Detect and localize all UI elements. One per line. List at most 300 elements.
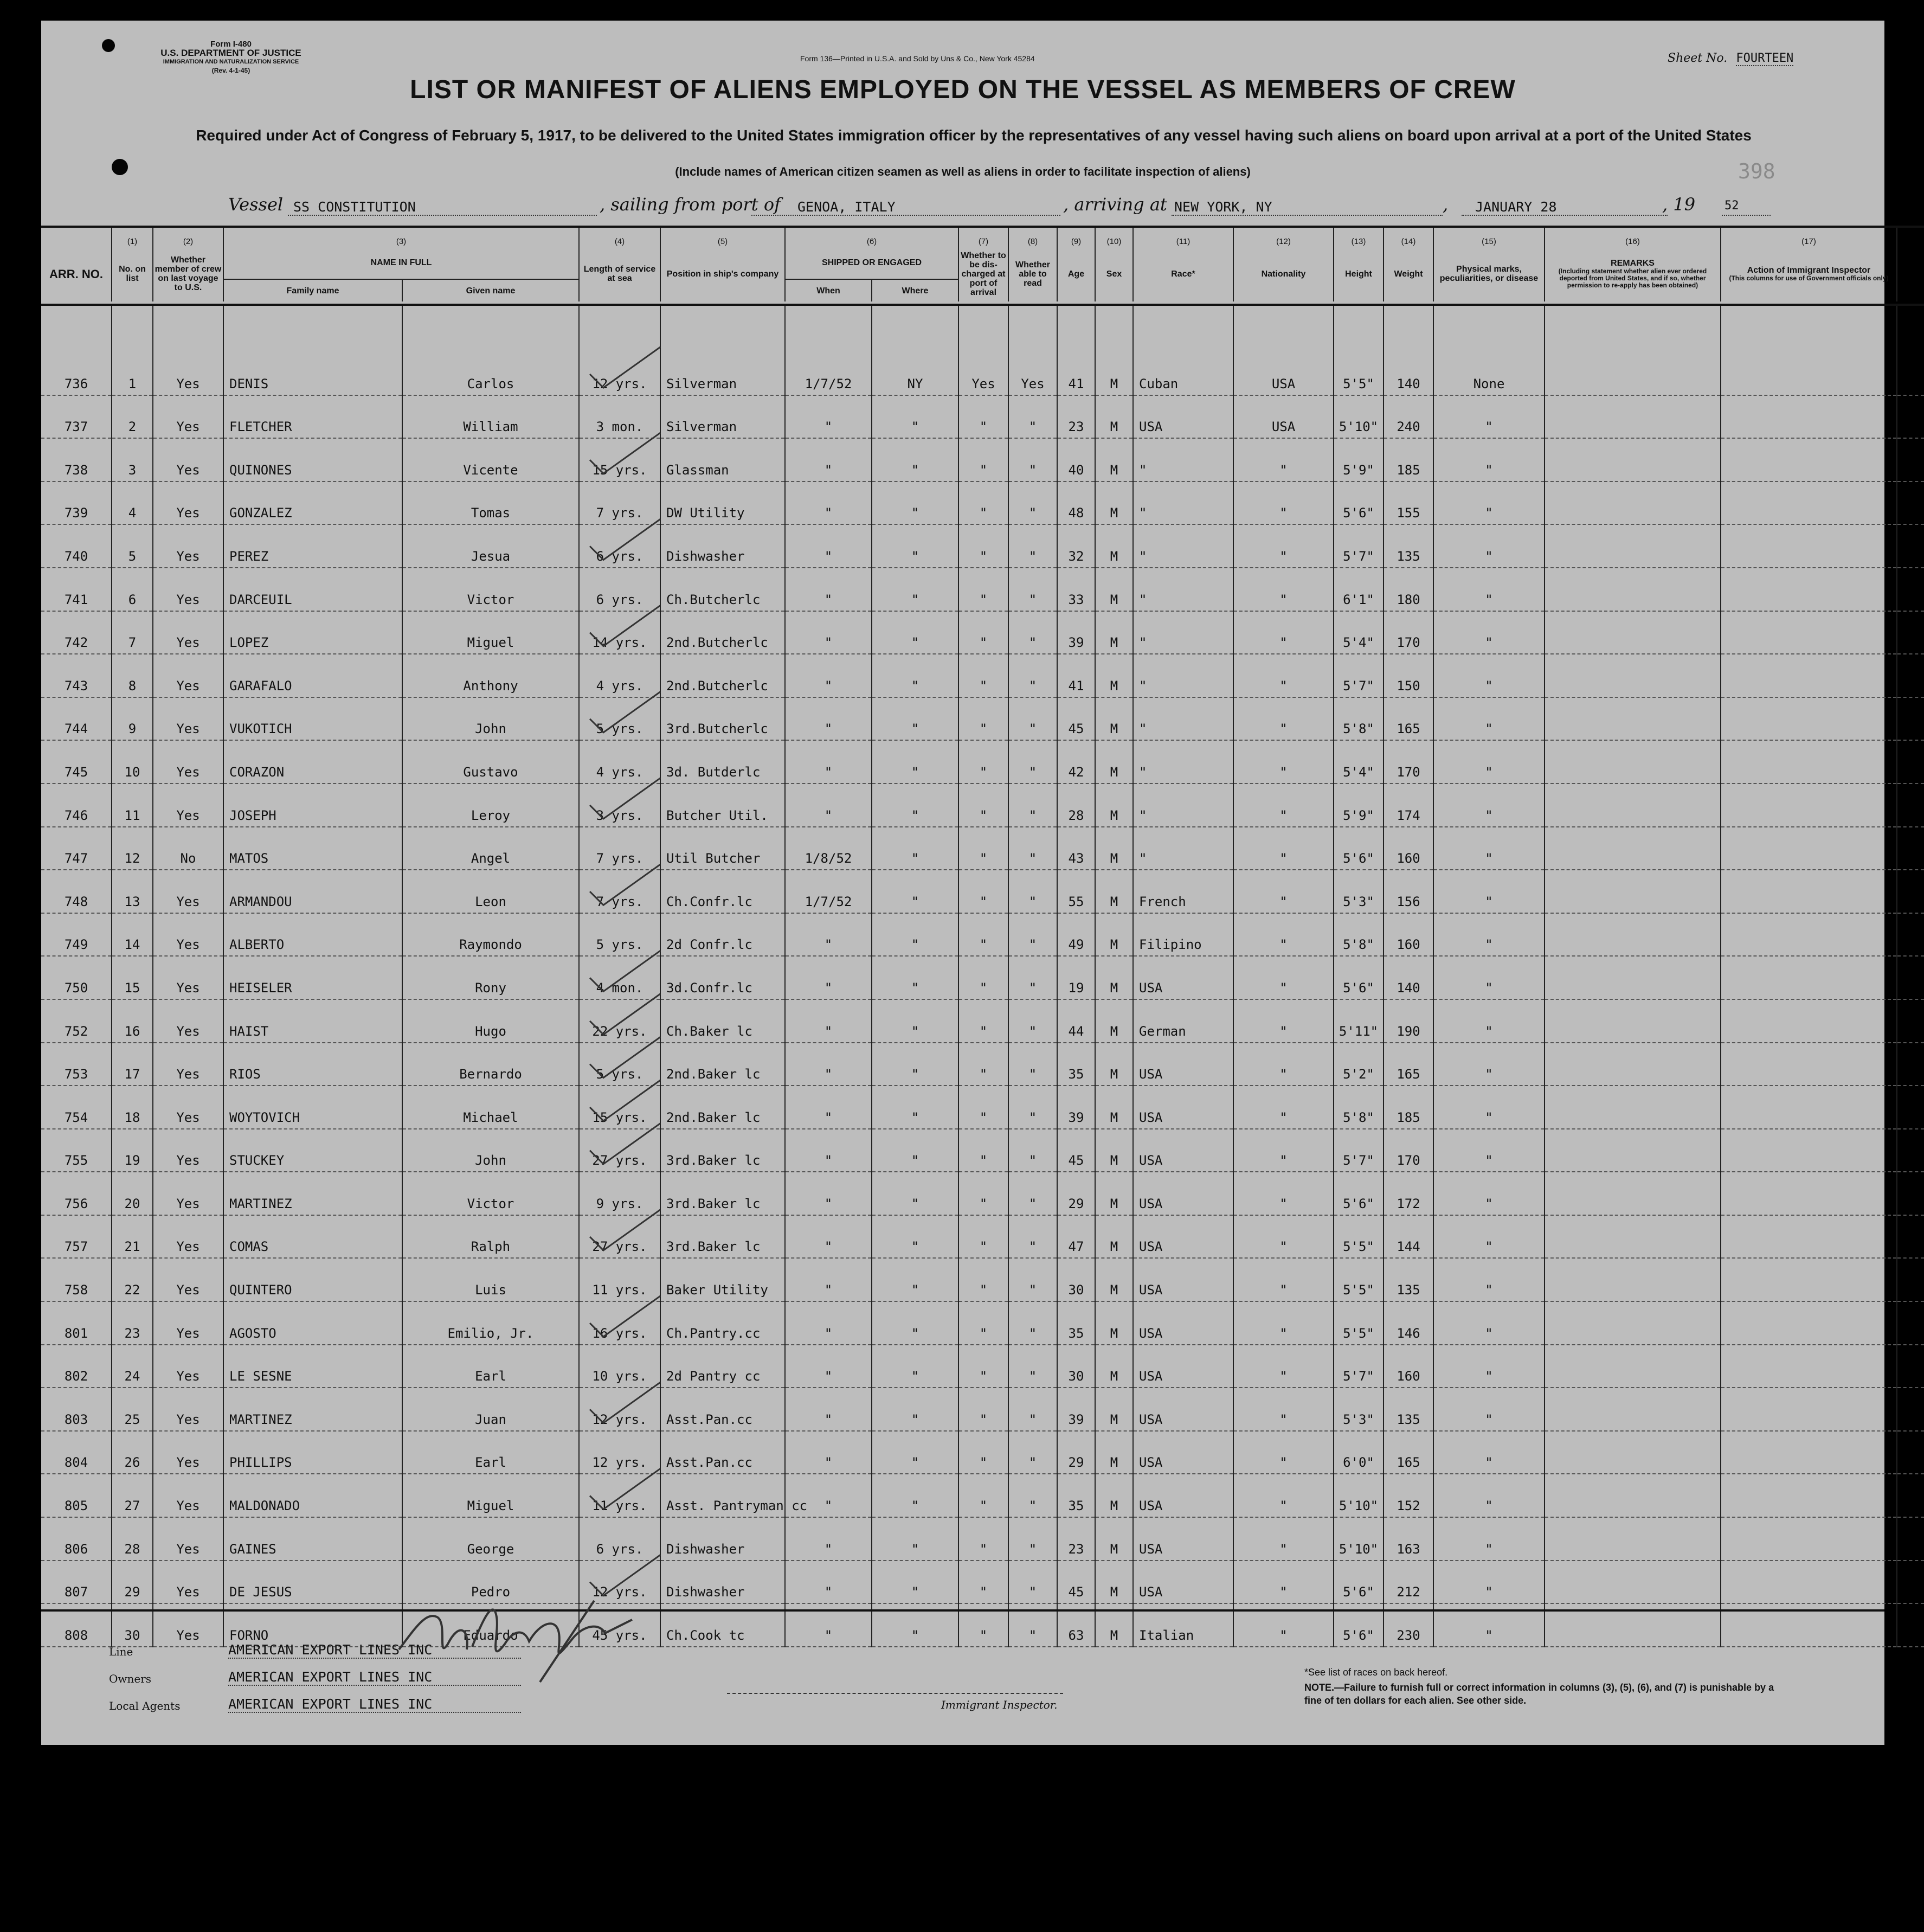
sex: M: [1095, 740, 1133, 784]
member-cell: Yes: [153, 438, 223, 482]
member-cell: Yes: [153, 1301, 223, 1345]
height: 5'8": [1334, 1086, 1384, 1129]
physical-marks: ": [1433, 1043, 1545, 1086]
position: Ch.Confr.lc: [660, 870, 785, 913]
physical-marks: ": [1433, 999, 1545, 1043]
service-length: 27 yrs.: [579, 1215, 660, 1259]
discharged: ": [958, 1086, 1008, 1129]
nationality: ": [1233, 1517, 1334, 1561]
race: USA: [1133, 1431, 1233, 1474]
race: USA: [1133, 1345, 1233, 1388]
physical-marks: ": [1433, 740, 1545, 784]
member-cell: Yes: [153, 482, 223, 525]
discharged: ": [958, 438, 1008, 482]
service-length: 5 yrs.: [579, 913, 660, 957]
nationality: ": [1233, 1301, 1334, 1345]
service-length: 6 yrs.: [579, 1517, 660, 1561]
arrival-year: 52: [1724, 199, 1739, 213]
height: 5'4": [1334, 611, 1384, 654]
height: 5'5": [1334, 1215, 1384, 1259]
member-cell: Yes: [153, 1474, 223, 1517]
check-mark: [590, 433, 660, 473]
given-name: William: [402, 395, 579, 439]
margin: [1897, 1561, 1924, 1604]
weight-header: Weight: [1384, 246, 1433, 301]
arr-number: 758: [41, 1258, 112, 1301]
able-to-read: ": [1008, 1086, 1057, 1129]
nationality: ": [1233, 438, 1334, 482]
given-name: Bernardo: [402, 1043, 579, 1086]
family-name: MATOS: [223, 827, 402, 870]
member-cell: Yes: [153, 1215, 223, 1259]
height: 5'6": [1334, 1172, 1384, 1215]
margin: [1897, 1301, 1924, 1345]
arr-number: 754: [41, 1086, 112, 1129]
age: 33: [1057, 568, 1095, 611]
age: 35: [1057, 1301, 1095, 1345]
family-name: MARTINEZ: [223, 1388, 402, 1431]
sex: M: [1095, 1561, 1133, 1604]
list-number: 12: [112, 827, 153, 870]
service-length: 12 yrs.: [579, 1388, 660, 1431]
service-length: 9 yrs.: [579, 1172, 660, 1215]
weight: 165: [1384, 697, 1433, 741]
given-name: Raymondo: [402, 913, 579, 957]
read-header: Whether able to read: [1008, 246, 1057, 301]
shipped-when: ": [785, 1561, 872, 1604]
shipped-when: ": [785, 611, 872, 654]
sex: M: [1095, 482, 1133, 525]
position: 3d. Butderlc: [660, 740, 785, 784]
height: 5'4": [1334, 740, 1384, 784]
shipped-where: ": [872, 395, 958, 439]
weight: 163: [1384, 1517, 1433, 1561]
shipped-when: ": [785, 956, 872, 999]
footer: [41, 1609, 1884, 1747]
shipped-when: ": [785, 784, 872, 827]
marks-header: Physical marks, peculiarities, or disease: [1433, 246, 1545, 301]
shipped-where: ": [872, 654, 958, 697]
arr-number: 739: [41, 482, 112, 525]
arr-number: 748: [41, 870, 112, 913]
position: 2nd.Butcherlc: [660, 654, 785, 697]
list-number: 18: [112, 1086, 153, 1129]
margin: [1897, 654, 1924, 697]
able-to-read: ": [1008, 482, 1057, 525]
list-number: 10: [112, 740, 153, 784]
vessel-name: SS CONSTITUTION: [293, 199, 416, 215]
action-header: Action of Immigrant Inspector (This columns for use of Government officials only): [1721, 246, 1897, 301]
age: 23: [1057, 1517, 1095, 1561]
shipped-when: ": [785, 395, 872, 439]
able-to-read: ": [1008, 654, 1057, 697]
service-length: 4 yrs.: [579, 740, 660, 784]
service-length: 4 yrs.: [579, 654, 660, 697]
race: ": [1133, 654, 1233, 697]
age: 39: [1057, 1388, 1095, 1431]
member-cell: Yes: [153, 1517, 223, 1561]
age: 43: [1057, 827, 1095, 870]
height: 5'7": [1334, 1345, 1384, 1388]
given-name: Juan: [402, 1388, 579, 1431]
family-name: WOYTOVICH: [223, 1086, 402, 1129]
physical-marks: ": [1433, 611, 1545, 654]
shipped-when: ": [785, 1474, 872, 1517]
age: 35: [1057, 1474, 1095, 1517]
discharged: ": [958, 568, 1008, 611]
height-header: Height: [1334, 246, 1384, 301]
discharged: ": [958, 1603, 1008, 1647]
member-cell: Yes: [153, 1258, 223, 1301]
given-name: Emilio, Jr.: [402, 1301, 579, 1345]
sex: M: [1095, 1086, 1133, 1129]
member-cell: Yes: [153, 1345, 223, 1388]
given-name: Victor: [402, 1172, 579, 1215]
able-to-read: ": [1008, 395, 1057, 439]
family-name: DARCEUIL: [223, 568, 402, 611]
race: Italian: [1133, 1603, 1233, 1647]
discharged: ": [958, 1561, 1008, 1604]
margin: [1897, 1215, 1924, 1259]
page-title: LIST OR MANIFEST OF ALIENS EMPLOYED ON THE VESSEL AS MEMBERS OF CREW: [410, 75, 1516, 104]
margin: [1897, 1603, 1924, 1647]
list-number: 24: [112, 1345, 153, 1388]
member-cell: Yes: [153, 1603, 223, 1647]
position: Asst.Pan.cc: [660, 1388, 785, 1431]
given-name: John: [402, 697, 579, 741]
physical-marks: ": [1433, 1431, 1545, 1474]
nationality: ": [1233, 654, 1334, 697]
able-to-read: ": [1008, 1388, 1057, 1431]
nationality: ": [1233, 1431, 1334, 1474]
family-name: HEISELER: [223, 956, 402, 999]
shipped-when: ": [785, 568, 872, 611]
height: 5'8": [1334, 913, 1384, 957]
race: USA: [1133, 395, 1233, 439]
weight: 146: [1384, 1301, 1433, 1345]
arrival-date: JANUARY 28: [1475, 199, 1557, 215]
arr-number: 745: [41, 740, 112, 784]
nationality: ": [1233, 1258, 1334, 1301]
position: Util Butcher: [660, 827, 785, 870]
able-to-read: ": [1008, 740, 1057, 784]
weight: 140: [1384, 352, 1433, 395]
nationality: ": [1233, 1043, 1334, 1086]
port-from: GENOA, ITALY: [797, 199, 896, 215]
given-name: John: [402, 1129, 579, 1172]
arr-number: 738: [41, 438, 112, 482]
year-prefix: , 19: [1662, 194, 1696, 215]
race: ": [1133, 697, 1233, 741]
physical-marks: ": [1433, 1086, 1545, 1129]
sex: M: [1095, 1603, 1133, 1647]
discharged: ": [958, 654, 1008, 697]
weight: 190: [1384, 999, 1433, 1043]
races-note: *See list of races on back hereof.: [1304, 1667, 1448, 1678]
height: 5'3": [1334, 870, 1384, 913]
discharged: ": [958, 1431, 1008, 1474]
margin: [1897, 1086, 1924, 1129]
nationality: ": [1233, 1388, 1334, 1431]
margin: [1897, 482, 1924, 525]
shipped-where: ": [872, 956, 958, 999]
list-number: 11: [112, 784, 153, 827]
height: 6'1": [1334, 568, 1384, 611]
race: USA: [1133, 956, 1233, 999]
check-mark: [590, 347, 660, 388]
sex: M: [1095, 956, 1133, 999]
sex: M: [1095, 524, 1133, 568]
shipped-where: ": [872, 999, 958, 1043]
service-length: 27 yrs.: [579, 1129, 660, 1172]
discharged: ": [958, 1517, 1008, 1561]
nationality: ": [1233, 999, 1334, 1043]
height: 5'10": [1334, 395, 1384, 439]
sex: M: [1095, 1345, 1133, 1388]
height: 5'10": [1334, 1517, 1384, 1561]
family-header: Family name: [223, 279, 402, 301]
height: 5'6": [1334, 827, 1384, 870]
able-to-read: ": [1008, 1474, 1057, 1517]
height: 5'6": [1334, 956, 1384, 999]
statute-text: Required under Act of Congress of February 5, 1917, to be delivered to the United States immigration officer by the representatives of any vessel having such aliens on board upon arrival at a port of the United States: [196, 127, 1752, 144]
sheet-number: Sheet No. FOURTEEN: [1668, 52, 1794, 65]
physical-marks: ": [1433, 1301, 1545, 1345]
discharged: ": [958, 1215, 1008, 1259]
margin: [1897, 352, 1924, 395]
margin: [1897, 1345, 1924, 1388]
height: 5'10": [1334, 1474, 1384, 1517]
given-name: Leon: [402, 870, 579, 913]
position: Glassman: [660, 438, 785, 482]
check-mark: [590, 1124, 660, 1164]
weight: 230: [1384, 1603, 1433, 1647]
age: 47: [1057, 1215, 1095, 1259]
physical-marks: None: [1433, 352, 1545, 395]
name-header: NAME IN FULL: [223, 246, 579, 279]
service-header: Length of service at sea: [579, 246, 660, 301]
check-mark: [590, 1080, 660, 1121]
height: 5'9": [1334, 438, 1384, 482]
check-mark: [590, 1468, 660, 1509]
physical-marks: ": [1433, 1388, 1545, 1431]
position: Dishwasher: [660, 1561, 785, 1604]
age: 19: [1057, 956, 1095, 999]
inspector-label: Immigrant Inspector.: [941, 1698, 1058, 1711]
shipped-when: ": [785, 697, 872, 741]
physical-marks: ": [1433, 697, 1545, 741]
nationality: USA: [1233, 352, 1334, 395]
discharged: ": [958, 956, 1008, 999]
signature: [377, 1579, 713, 1687]
given-name: Jesua: [402, 524, 579, 568]
physical-marks: ": [1433, 1517, 1545, 1561]
shipped-where: ": [872, 913, 958, 957]
shipped-where: ": [872, 1388, 958, 1431]
able-to-read: ": [1008, 999, 1057, 1043]
where-header: Where: [872, 279, 958, 301]
able-to-read: ": [1008, 1301, 1057, 1345]
physical-marks: ": [1433, 784, 1545, 827]
age: 45: [1057, 697, 1095, 741]
age: 23: [1057, 395, 1095, 439]
able-to-read: ": [1008, 1215, 1057, 1259]
margin: [1897, 784, 1924, 827]
weight: 135: [1384, 1258, 1433, 1301]
weight: 135: [1384, 1388, 1433, 1431]
check-mark: [590, 1296, 660, 1337]
race: USA: [1133, 1474, 1233, 1517]
arr-number: 753: [41, 1043, 112, 1086]
given-name: Miguel: [402, 1474, 579, 1517]
age: 45: [1057, 1561, 1095, 1604]
list-number: 7: [112, 611, 153, 654]
given-name: Hugo: [402, 999, 579, 1043]
position: 2nd.Baker lc: [660, 1086, 785, 1129]
position: 2nd.Baker lc: [660, 1043, 785, 1086]
nationality: ": [1233, 784, 1334, 827]
shipped-where: ": [872, 1561, 958, 1604]
port-to: NEW YORK, NY: [1174, 199, 1272, 215]
family-name: GARAFALO: [223, 654, 402, 697]
age: 44: [1057, 999, 1095, 1043]
no-on-list-header: No. on list: [112, 246, 153, 301]
arr-number: 752: [41, 999, 112, 1043]
age: 30: [1057, 1258, 1095, 1301]
member-cell: Yes: [153, 740, 223, 784]
sex: M: [1095, 827, 1133, 870]
position: 2nd.Butcherlc: [660, 611, 785, 654]
nationality: ": [1233, 1345, 1334, 1388]
race: USA: [1133, 1258, 1233, 1301]
able-to-read: ": [1008, 1172, 1057, 1215]
arr-number: 746: [41, 784, 112, 827]
height: 5'5": [1334, 1258, 1384, 1301]
family-name: CORAZON: [223, 740, 402, 784]
service-length: 10 yrs.: [579, 1345, 660, 1388]
race: ": [1133, 524, 1233, 568]
shipped-where: ": [872, 1345, 958, 1388]
race: USA: [1133, 1129, 1233, 1172]
given-name: Victor: [402, 568, 579, 611]
family-name: JOSEPH: [223, 784, 402, 827]
shipped-when: 1/7/52: [785, 352, 872, 395]
shipped-where: ": [872, 568, 958, 611]
able-to-read: ": [1008, 956, 1057, 999]
weight: 150: [1384, 654, 1433, 697]
physical-marks: ": [1433, 1258, 1545, 1301]
given-name: Carlos: [402, 352, 579, 395]
able-to-read: ": [1008, 568, 1057, 611]
weight: 160: [1384, 1345, 1433, 1388]
member-cell: Yes: [153, 999, 223, 1043]
position: 3rd.Baker lc: [660, 1215, 785, 1259]
height: 5'6": [1334, 1561, 1384, 1604]
race: USA: [1133, 1215, 1233, 1259]
discharged: ": [958, 524, 1008, 568]
member-cell: Yes: [153, 524, 223, 568]
arr-number: 747: [41, 827, 112, 870]
arr-number: 750: [41, 956, 112, 999]
weight: 170: [1384, 740, 1433, 784]
member-cell: Yes: [153, 1129, 223, 1172]
service-length: 16 yrs.: [579, 1301, 660, 1345]
discharged: ": [958, 740, 1008, 784]
position: Dishwasher: [660, 1517, 785, 1561]
family-name: ALBERTO: [223, 913, 402, 957]
given-header: Given name: [402, 279, 579, 301]
sex: M: [1095, 784, 1133, 827]
age: 49: [1057, 913, 1095, 957]
margin: [1897, 827, 1924, 870]
service-length: 7 yrs.: [579, 870, 660, 913]
position: Ch.Pantry.cc: [660, 1301, 785, 1345]
race: USA: [1133, 1172, 1233, 1215]
service-length: 5 yrs.: [579, 697, 660, 741]
weight: 140: [1384, 956, 1433, 999]
nationality: ": [1233, 1215, 1334, 1259]
member-cell: Yes: [153, 697, 223, 741]
age: 39: [1057, 611, 1095, 654]
given-name: Tomas: [402, 482, 579, 525]
weight: 165: [1384, 1043, 1433, 1086]
margin: [1897, 697, 1924, 741]
family-name: RIOS: [223, 1043, 402, 1086]
arr-number: 801: [41, 1301, 112, 1345]
physical-marks: ": [1433, 482, 1545, 525]
family-name: GONZALEZ: [223, 482, 402, 525]
given-name: Angel: [402, 827, 579, 870]
shipped-when: ": [785, 654, 872, 697]
shipped-where: ": [872, 1431, 958, 1474]
handwritten-checkmarks: [41, 21, 1884, 1745]
shipped-where: ": [872, 1172, 958, 1215]
discharged: ": [958, 1129, 1008, 1172]
member-cell: Yes: [153, 654, 223, 697]
age: 63: [1057, 1603, 1095, 1647]
shipped-where: ": [872, 827, 958, 870]
margin: [1897, 913, 1924, 957]
sex: M: [1095, 352, 1133, 395]
shipped-where: ": [872, 870, 958, 913]
shipped-when: ": [785, 1258, 872, 1301]
weight: 240: [1384, 395, 1433, 439]
shipped-where: ": [872, 784, 958, 827]
height: 5'7": [1334, 1129, 1384, 1172]
physical-marks: ": [1433, 1172, 1545, 1215]
sex: M: [1095, 1474, 1133, 1517]
member-cell: Yes: [153, 1172, 223, 1215]
form-number: Form I-480 U.S. DEPARTMENT OF JUSTICE IMMIGRATION AND NATURALIZATION SERVICE (Rev. 4-1-45): [160, 40, 301, 74]
physical-marks: ": [1433, 913, 1545, 957]
sex: M: [1095, 999, 1133, 1043]
position: Silverman: [660, 395, 785, 439]
nationality: ": [1233, 870, 1334, 913]
list-number: 8: [112, 654, 153, 697]
member-cell: Yes: [153, 1086, 223, 1129]
nationality: ": [1233, 568, 1334, 611]
margin: [1897, 999, 1924, 1043]
able-to-read: ": [1008, 784, 1057, 827]
able-to-read: ": [1008, 870, 1057, 913]
arr-number: 744: [41, 697, 112, 741]
manifest-sheet: [41, 21, 1889, 1745]
able-to-read: ": [1008, 697, 1057, 741]
family-name: MALDONADO: [223, 1474, 402, 1517]
list-number: 30: [112, 1603, 153, 1647]
shipped-when: 1/7/52: [785, 870, 872, 913]
height: 5'7": [1334, 524, 1384, 568]
